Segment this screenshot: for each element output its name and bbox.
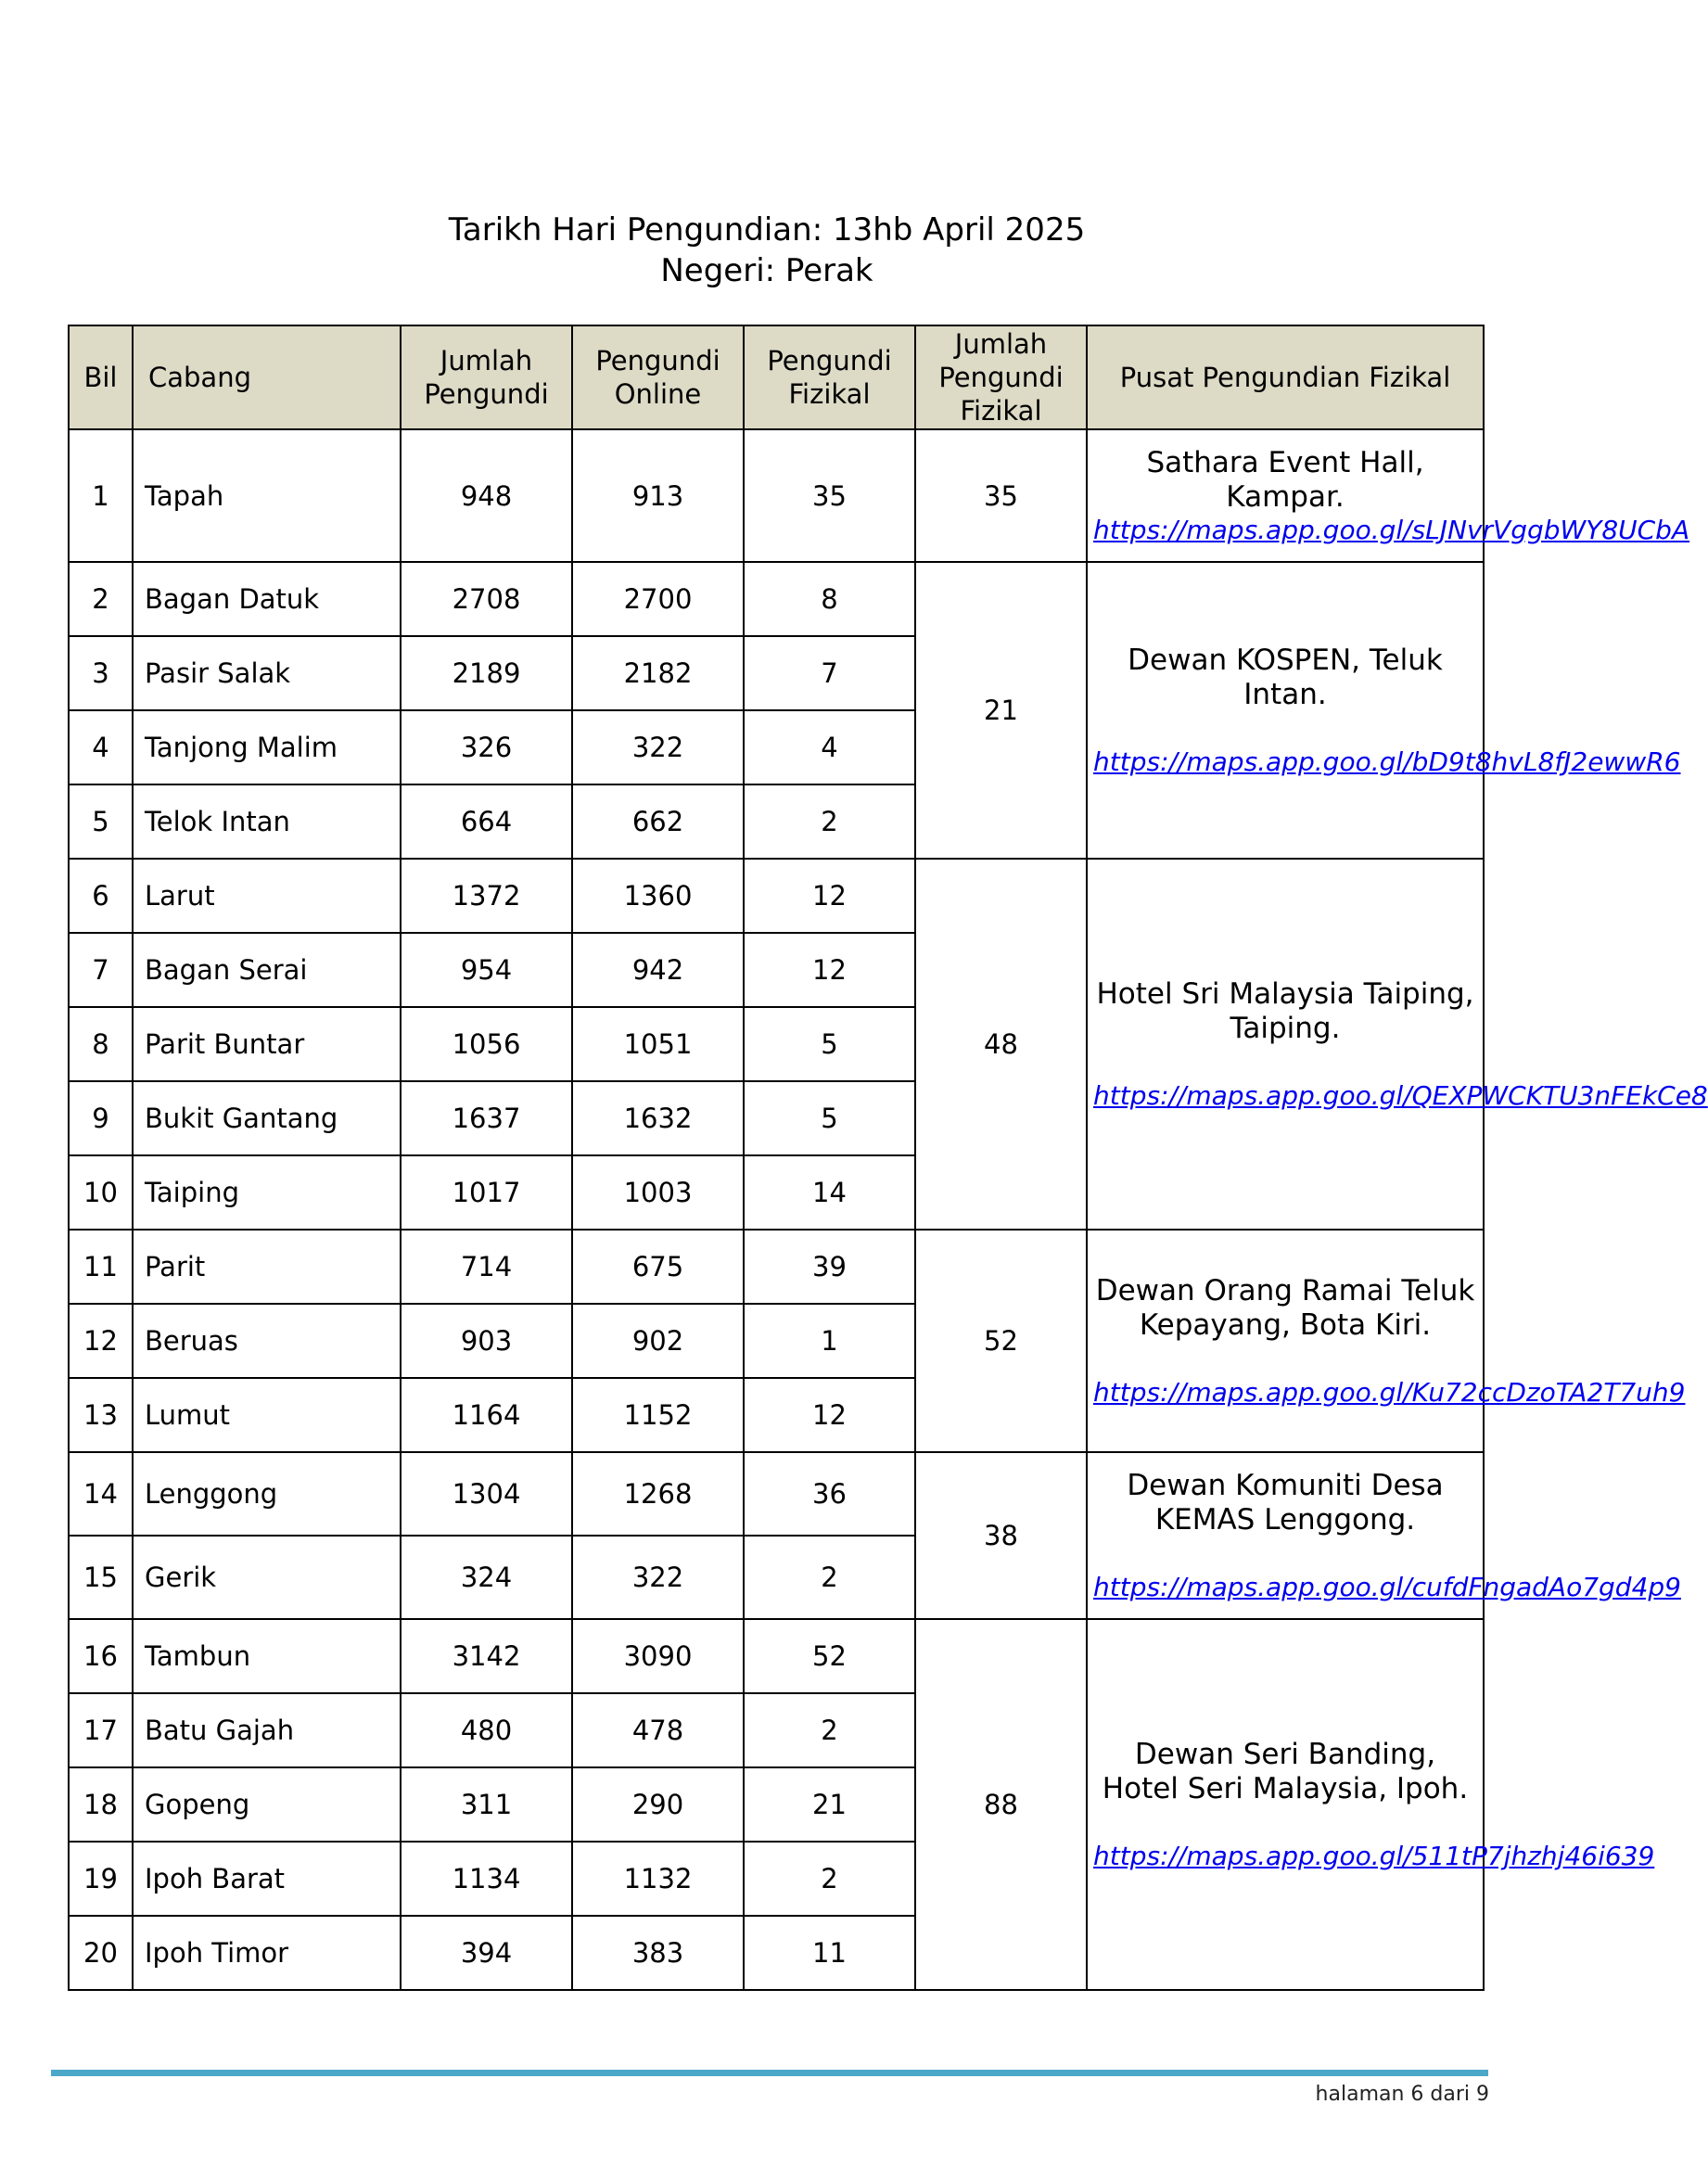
cell-pengundi-online: 1268 — [572, 1452, 744, 1536]
cell-jumlah-pengundi-fizikal: 52 — [915, 1230, 1087, 1452]
venue-name: Sathara Event Hall, Kampar. — [1146, 446, 1424, 514]
cell-pengundi-online: 902 — [572, 1304, 744, 1378]
cell-pengundi-fizikal: 2 — [744, 1693, 915, 1767]
cell-cabang: Pasir Salak — [133, 636, 401, 710]
cell-pengundi-online: 913 — [572, 429, 744, 562]
cell-jumlah-pengundi: 903 — [401, 1304, 572, 1378]
cell-pengundi-fizikal: 2 — [744, 784, 915, 859]
cell-jumlah-pengundi-fizikal: 88 — [915, 1619, 1087, 1990]
table-row — [69, 1452, 1484, 1536]
cell-jumlah-pengundi-fizikal: 21 — [915, 562, 1087, 859]
cell-pengundi-fizikal: 36 — [744, 1452, 915, 1536]
col-header-jumlah-pengundi-fizikal: Jumlah Pengundi Fizikal — [915, 325, 1087, 429]
venue-spacer — [1093, 712, 1477, 746]
cell-bil: 18 — [69, 1767, 133, 1842]
venue-map-link[interactable]: https://maps.app.goo.gl/Ku72ccDzoTA2T7uh9 — [1093, 1377, 1686, 1408]
cell-bil: 20 — [69, 1916, 133, 1990]
cell-pusat-pengundian — [1087, 1230, 1686, 1452]
cell-bil: 12 — [69, 1304, 133, 1378]
venue-spacer — [1093, 1537, 1477, 1572]
cell-bil: 15 — [69, 1536, 133, 1619]
cell-pengundi-online: 1132 — [572, 1842, 744, 1916]
venue-name: Dewan Komuniti Desa KEMAS Lenggong. — [1127, 1469, 1444, 1537]
cell-cabang: Lumut — [133, 1378, 401, 1452]
cell-pengundi-fizikal: 2 — [744, 1536, 915, 1619]
col-header-cabang: Cabang — [133, 325, 401, 429]
cell-pengundi-fizikal: 4 — [744, 710, 915, 784]
cell-pengundi-online: 1152 — [572, 1378, 744, 1452]
cell-pusat-pengundian — [1087, 562, 1681, 859]
cell-cabang: Larut — [133, 859, 401, 933]
cell-bil: 1 — [69, 429, 133, 562]
cell-cabang: Bagan Serai — [133, 933, 401, 1007]
cell-cabang: Lenggong — [133, 1452, 401, 1536]
venue-map-link[interactable]: https://maps.app.goo.gl/cufdFngadAo7gd4p9 — [1093, 1572, 1681, 1602]
cell-jumlah-pengundi: 394 — [401, 1916, 572, 1990]
cell-pengundi-online: 3090 — [572, 1619, 744, 1693]
table-row — [69, 1230, 1484, 1304]
cell-bil: 17 — [69, 1693, 133, 1767]
cell-pengundi-online: 942 — [572, 933, 744, 1007]
cell-cabang: Tapah — [133, 429, 401, 562]
cell-pusat-pengundian — [1087, 429, 1690, 562]
polling-table — [68, 325, 1708, 1991]
venue-map-link[interactable]: https://maps.app.goo.gl/511tP7jhzhj46i639 — [1093, 1841, 1655, 1871]
cell-pengundi-online: 675 — [572, 1230, 744, 1304]
cell-bil: 9 — [69, 1081, 133, 1155]
cell-pengundi-online: 1003 — [572, 1155, 744, 1230]
cell-jumlah-pengundi: 480 — [401, 1693, 572, 1767]
venue-map-link[interactable]: https://maps.app.goo.gl/QEXPWCKTU3nFEkCe8 — [1093, 1080, 1708, 1111]
table-body — [69, 429, 1708, 1990]
cell-pengundi-online: 1051 — [572, 1007, 744, 1081]
cell-bil: 11 — [69, 1230, 133, 1304]
venue-spacer — [1093, 1343, 1477, 1377]
cell-cabang: Bukit Gantang — [133, 1081, 401, 1155]
cell-pengundi-online: 662 — [572, 784, 744, 859]
table-header-row — [69, 325, 1484, 429]
cell-cabang: Ipoh Timor — [133, 1916, 401, 1990]
cell-pengundi-fizikal: 39 — [744, 1230, 915, 1304]
cell-jumlah-pengundi: 1164 — [401, 1378, 572, 1452]
cell-pusat-pengundian — [1087, 1619, 1655, 1990]
cell-jumlah-pengundi: 326 — [401, 710, 572, 784]
venue-name: Dewan Orang Ramai Teluk Kepayang, Bota Kiri. — [1095, 1274, 1475, 1342]
cell-bil: 6 — [69, 859, 133, 933]
cell-pengundi-online: 322 — [572, 710, 744, 784]
col-header-pengundi-fizikal: Pengundi Fizikal — [744, 325, 915, 429]
cell-pengundi-fizikal: 8 — [744, 562, 915, 636]
table-row — [69, 562, 1484, 636]
cell-cabang: Gopeng — [133, 1767, 401, 1842]
cell-cabang: Beruas — [133, 1304, 401, 1378]
cell-pusat-pengundian — [1087, 1452, 1681, 1619]
col-header-pusat: Pusat Pengundian Fizikal — [1087, 325, 1484, 429]
cell-pengundi-online: 2700 — [572, 562, 744, 636]
cell-pengundi-online: 478 — [572, 1693, 744, 1767]
cell-jumlah-pengundi: 2708 — [401, 562, 572, 636]
cell-pengundi-online: 1632 — [572, 1081, 744, 1155]
cell-pengundi-online: 2182 — [572, 636, 744, 710]
venue-name: Hotel Sri Malaysia Taiping, Taiping. — [1096, 977, 1474, 1045]
cell-pengundi-online: 1360 — [572, 859, 744, 933]
cell-bil: 3 — [69, 636, 133, 710]
col-header-bil: Bil — [69, 325, 133, 429]
cell-pusat-pengundian — [1087, 859, 1708, 1230]
venue-name: Dewan KOSPEN, Teluk Intan. — [1128, 644, 1443, 711]
venue-spacer — [1093, 1046, 1477, 1080]
cell-jumlah-pengundi: 948 — [401, 429, 572, 562]
col-header-jumlah-pengundi: Jumlah Pengundi — [401, 325, 572, 429]
cell-pengundi-online: 383 — [572, 1916, 744, 1990]
cell-jumlah-pengundi: 1134 — [401, 1842, 572, 1916]
cell-pengundi-fizikal: 5 — [744, 1081, 915, 1155]
cell-cabang: Tanjong Malim — [133, 710, 401, 784]
cell-cabang: Batu Gajah — [133, 1693, 401, 1767]
venue-map-link[interactable]: https://maps.app.goo.gl/bD9t8hvL8fJ2ewwR6 — [1093, 746, 1681, 777]
venue-spacer — [1093, 1806, 1477, 1841]
cell-pengundi-fizikal: 12 — [744, 933, 915, 1007]
cell-cabang: Parit Buntar — [133, 1007, 401, 1081]
cell-cabang: Tambun — [133, 1619, 401, 1693]
cell-bil: 13 — [69, 1378, 133, 1452]
election-date-title: Tarikh Hari Pengundian: 13hb April 2025 — [448, 211, 1086, 249]
cell-jumlah-pengundi: 324 — [401, 1536, 572, 1619]
cell-bil: 10 — [69, 1155, 133, 1230]
cell-jumlah-pengundi: 714 — [401, 1230, 572, 1304]
cell-bil: 14 — [69, 1452, 133, 1536]
cell-cabang: Taiping — [133, 1155, 401, 1230]
cell-jumlah-pengundi: 3142 — [401, 1619, 572, 1693]
cell-jumlah-pengundi: 1304 — [401, 1452, 572, 1536]
cell-pengundi-fizikal: 12 — [744, 1378, 915, 1452]
cell-pengundi-fizikal: 1 — [744, 1304, 915, 1378]
col-header-pengundi-online: Pengundi Online — [572, 325, 744, 429]
cell-pengundi-fizikal: 7 — [744, 636, 915, 710]
table-row — [69, 859, 1484, 933]
cell-bil: 16 — [69, 1619, 133, 1693]
cell-pengundi-fizikal: 5 — [744, 1007, 915, 1081]
page-number: halaman 6 dari 9 — [1315, 2083, 1489, 2106]
cell-jumlah-pengundi-fizikal: 48 — [915, 859, 1087, 1230]
cell-cabang: Ipoh Barat — [133, 1842, 401, 1916]
cell-pengundi-fizikal: 21 — [744, 1767, 915, 1842]
cell-bil: 5 — [69, 784, 133, 859]
cell-bil: 7 — [69, 933, 133, 1007]
table-row — [69, 1619, 1484, 1693]
cell-jumlah-pengundi: 2189 — [401, 636, 572, 710]
cell-jumlah-pengundi: 1637 — [401, 1081, 572, 1155]
cell-bil: 19 — [69, 1842, 133, 1916]
state-title: Negeri: Perak — [660, 252, 873, 289]
cell-jumlah-pengundi: 664 — [401, 784, 572, 859]
table-row — [69, 429, 1484, 562]
cell-jumlah-pengundi: 1372 — [401, 859, 572, 933]
cell-cabang: Bagan Datuk — [133, 562, 401, 636]
page-heading — [0, 210, 1534, 291]
cell-pengundi-fizikal: 12 — [744, 859, 915, 933]
cell-pengundi-fizikal: 14 — [744, 1155, 915, 1230]
cell-cabang: Parit — [133, 1230, 401, 1304]
cell-pengundi-fizikal: 11 — [744, 1916, 915, 1990]
cell-cabang: Telok Intan — [133, 784, 401, 859]
venue-name: Dewan Seri Banding, Hotel Seri Malaysia, Ipoh. — [1102, 1738, 1469, 1805]
cell-jumlah-pengundi: 311 — [401, 1767, 572, 1842]
footer-divider — [51, 2070, 1488, 2076]
cell-pengundi-fizikal: 2 — [744, 1842, 915, 1916]
cell-cabang: Gerik — [133, 1536, 401, 1619]
cell-pengundi-online: 290 — [572, 1767, 744, 1842]
cell-bil: 8 — [69, 1007, 133, 1081]
cell-jumlah-pengundi-fizikal: 35 — [915, 429, 1087, 562]
venue-map-link[interactable]: https://maps.app.goo.gl/sLJNvrVggbWY8UCbA — [1093, 515, 1690, 545]
cell-jumlah-pengundi: 1056 — [401, 1007, 572, 1081]
cell-pengundi-fizikal: 52 — [744, 1619, 915, 1693]
cell-pengundi-fizikal: 35 — [744, 429, 915, 562]
cell-jumlah-pengundi-fizikal: 38 — [915, 1452, 1087, 1619]
cell-jumlah-pengundi: 1017 — [401, 1155, 572, 1230]
cell-bil: 2 — [69, 562, 133, 636]
cell-jumlah-pengundi: 954 — [401, 933, 572, 1007]
cell-bil: 4 — [69, 710, 133, 784]
cell-pengundi-online: 322 — [572, 1536, 744, 1619]
